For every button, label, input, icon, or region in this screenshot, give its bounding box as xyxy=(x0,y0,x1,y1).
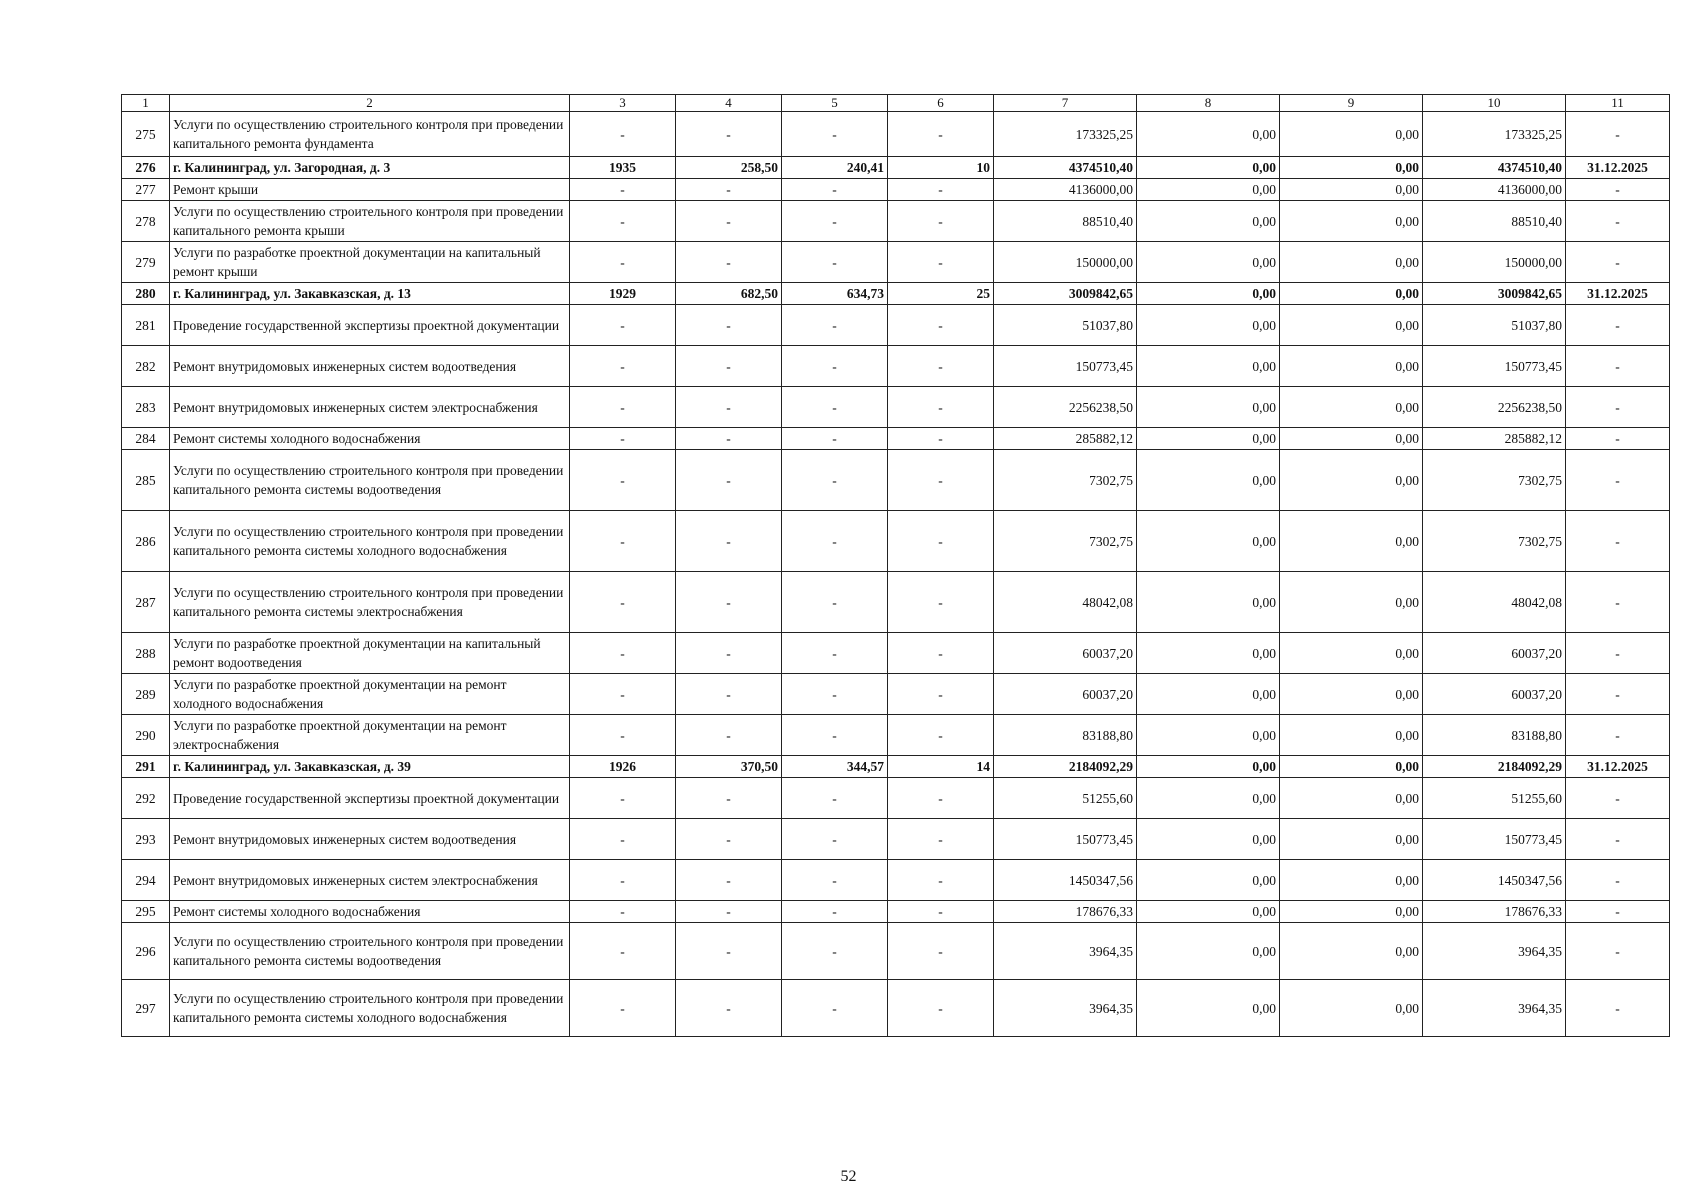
fund-cost: 0,00 xyxy=(1137,674,1280,715)
budget-cost: 0,00 xyxy=(1280,674,1423,715)
fund-cost: 0,00 xyxy=(1137,511,1280,572)
living-area: - xyxy=(782,179,888,201)
living-area: 634,73 xyxy=(782,283,888,305)
row-number: 278 xyxy=(122,201,170,242)
living-area: - xyxy=(782,674,888,715)
owner-cost: 51255,60 xyxy=(1423,778,1566,819)
fund-cost: 0,00 xyxy=(1137,201,1280,242)
deadline: - xyxy=(1566,923,1670,980)
residents-count: - xyxy=(888,511,994,572)
fund-cost: 0,00 xyxy=(1137,112,1280,157)
table-row xyxy=(122,778,1670,819)
total-area: - xyxy=(676,305,782,346)
total-area: - xyxy=(676,980,782,1037)
owner-cost: 48042,08 xyxy=(1423,572,1566,633)
table-row xyxy=(122,756,1670,778)
residents-count: - xyxy=(888,201,994,242)
year-built: - xyxy=(570,201,676,242)
year-built: - xyxy=(570,450,676,511)
total-area: - xyxy=(676,428,782,450)
deadline: - xyxy=(1566,715,1670,756)
total-cost: 150000,00 xyxy=(994,242,1137,283)
row-number: 295 xyxy=(122,901,170,923)
residents-count: - xyxy=(888,179,994,201)
table-row xyxy=(122,860,1670,901)
work-description: г. Калининград, ул. Загородная, д. 3 xyxy=(170,157,570,179)
total-cost: 2184092,29 xyxy=(994,756,1137,778)
work-description: Услуги по осуществлению строительного контроля при проведении капитального ремонта фундамента xyxy=(170,112,570,157)
owner-cost: 3964,35 xyxy=(1423,923,1566,980)
row-number: 286 xyxy=(122,511,170,572)
table-row xyxy=(122,715,1670,756)
living-area: - xyxy=(782,572,888,633)
residents-count: - xyxy=(888,633,994,674)
row-number: 296 xyxy=(122,923,170,980)
fund-cost: 0,00 xyxy=(1137,179,1280,201)
deadline: - xyxy=(1566,201,1670,242)
total-area: 370,50 xyxy=(676,756,782,778)
budget-cost: 0,00 xyxy=(1280,633,1423,674)
deadline: - xyxy=(1566,674,1670,715)
total-area: - xyxy=(676,860,782,901)
row-number: 281 xyxy=(122,305,170,346)
living-area: - xyxy=(782,450,888,511)
owner-cost: 7302,75 xyxy=(1423,511,1566,572)
deadline: - xyxy=(1566,450,1670,511)
budget-cost: 0,00 xyxy=(1280,428,1423,450)
row-number: 288 xyxy=(122,633,170,674)
year-built: - xyxy=(570,715,676,756)
residents-count: - xyxy=(888,112,994,157)
residents-count: - xyxy=(888,819,994,860)
owner-cost: 4136000,00 xyxy=(1423,179,1566,201)
total-area: - xyxy=(676,901,782,923)
owner-cost: 150773,45 xyxy=(1423,346,1566,387)
owner-cost: 2256238,50 xyxy=(1423,387,1566,428)
table-row xyxy=(122,179,1670,201)
year-built: - xyxy=(570,980,676,1037)
deadline: 31.12.2025 xyxy=(1566,283,1670,305)
owner-cost: 150000,00 xyxy=(1423,242,1566,283)
total-area: - xyxy=(676,201,782,242)
budget-cost: 0,00 xyxy=(1280,756,1423,778)
work-description: Услуги по осуществлению строительного контроля при проведении капитального ремонта системы электроснабжения xyxy=(170,572,570,633)
row-number: 297 xyxy=(122,980,170,1037)
fund-cost: 0,00 xyxy=(1137,387,1280,428)
column-number: 8 xyxy=(1137,95,1280,112)
residents-count: - xyxy=(888,778,994,819)
fund-cost: 0,00 xyxy=(1137,283,1280,305)
living-area: - xyxy=(782,242,888,283)
column-number: 4 xyxy=(676,95,782,112)
living-area: - xyxy=(782,305,888,346)
table-row xyxy=(122,511,1670,572)
table-row xyxy=(122,980,1670,1037)
living-area: 344,57 xyxy=(782,756,888,778)
owner-cost: 60037,20 xyxy=(1423,633,1566,674)
total-area: - xyxy=(676,778,782,819)
column-number: 5 xyxy=(782,95,888,112)
year-built: - xyxy=(570,112,676,157)
budget-cost: 0,00 xyxy=(1280,778,1423,819)
table-row xyxy=(122,305,1670,346)
residents-count: 25 xyxy=(888,283,994,305)
total-area: - xyxy=(676,715,782,756)
column-number: 7 xyxy=(994,95,1137,112)
table-row xyxy=(122,112,1670,157)
fund-cost: 0,00 xyxy=(1137,901,1280,923)
row-number: 294 xyxy=(122,860,170,901)
owner-cost: 3009842,65 xyxy=(1423,283,1566,305)
fund-cost: 0,00 xyxy=(1137,923,1280,980)
fund-cost: 0,00 xyxy=(1137,242,1280,283)
living-area: - xyxy=(782,633,888,674)
deadline: - xyxy=(1566,305,1670,346)
total-cost: 4136000,00 xyxy=(994,179,1137,201)
total-area: - xyxy=(676,450,782,511)
column-number: 1 xyxy=(122,95,170,112)
total-area: - xyxy=(676,819,782,860)
year-built: 1935 xyxy=(570,157,676,179)
work-description: Услуги по осуществлению строительного контроля при проведении капитального ремонта системы водоотведения xyxy=(170,450,570,511)
total-area: - xyxy=(676,179,782,201)
row-number: 275 xyxy=(122,112,170,157)
year-built: - xyxy=(570,428,676,450)
deadline: - xyxy=(1566,387,1670,428)
year-built: - xyxy=(570,572,676,633)
year-built: - xyxy=(570,179,676,201)
total-cost: 150773,45 xyxy=(994,819,1137,860)
year-built: - xyxy=(570,511,676,572)
deadline: - xyxy=(1566,572,1670,633)
year-built: - xyxy=(570,346,676,387)
total-cost: 60037,20 xyxy=(994,633,1137,674)
deadline: - xyxy=(1566,242,1670,283)
work-description: Услуги по осуществлению строительного контроля при проведении капитального ремонта системы водоотведения xyxy=(170,923,570,980)
budget-cost: 0,00 xyxy=(1280,572,1423,633)
budget-cost: 0,00 xyxy=(1280,201,1423,242)
total-cost: 285882,12 xyxy=(994,428,1137,450)
total-cost: 7302,75 xyxy=(994,450,1137,511)
residents-count: - xyxy=(888,715,994,756)
living-area: - xyxy=(782,980,888,1037)
row-number: 290 xyxy=(122,715,170,756)
year-built: - xyxy=(570,923,676,980)
table-row xyxy=(122,428,1670,450)
residents-count: - xyxy=(888,572,994,633)
owner-cost: 3964,35 xyxy=(1423,980,1566,1037)
residents-count: - xyxy=(888,923,994,980)
column-number: 6 xyxy=(888,95,994,112)
deadline: - xyxy=(1566,112,1670,157)
page-number: 52 xyxy=(840,1168,857,1185)
table-row xyxy=(122,387,1670,428)
work-description: г. Калининград, ул. Закавказская, д. 39 xyxy=(170,756,570,778)
owner-cost: 83188,80 xyxy=(1423,715,1566,756)
table-row xyxy=(122,923,1670,980)
total-cost: 7302,75 xyxy=(994,511,1137,572)
budget-cost: 0,00 xyxy=(1280,860,1423,901)
deadline: - xyxy=(1566,980,1670,1037)
residents-count: - xyxy=(888,346,994,387)
table-row xyxy=(122,674,1670,715)
year-built: - xyxy=(570,633,676,674)
living-area: - xyxy=(782,901,888,923)
table-row xyxy=(122,242,1670,283)
work-description: Проведение государственной экспертизы проектной документации xyxy=(170,778,570,819)
budget-cost: 0,00 xyxy=(1280,157,1423,179)
budget-cost: 0,00 xyxy=(1280,387,1423,428)
work-description: Услуги по разработке проектной документации на капитальный ремонт крыши xyxy=(170,242,570,283)
total-area: - xyxy=(676,511,782,572)
work-description: Ремонт внутридомовых инженерных систем электроснабжения xyxy=(170,387,570,428)
total-area: - xyxy=(676,112,782,157)
year-built: 1926 xyxy=(570,756,676,778)
owner-cost: 173325,25 xyxy=(1423,112,1566,157)
year-built: - xyxy=(570,674,676,715)
budget-cost: 0,00 xyxy=(1280,819,1423,860)
deadline: - xyxy=(1566,778,1670,819)
deadline: - xyxy=(1566,179,1670,201)
budget-cost: 0,00 xyxy=(1280,980,1423,1037)
total-cost: 3964,35 xyxy=(994,980,1137,1037)
total-cost: 173325,25 xyxy=(994,112,1137,157)
total-cost: 48042,08 xyxy=(994,572,1137,633)
table-row xyxy=(122,633,1670,674)
total-area: - xyxy=(676,242,782,283)
total-area: - xyxy=(676,923,782,980)
total-area: 258,50 xyxy=(676,157,782,179)
living-area: - xyxy=(782,112,888,157)
total-area: 682,50 xyxy=(676,283,782,305)
row-number: 291 xyxy=(122,756,170,778)
row-number: 289 xyxy=(122,674,170,715)
year-built: - xyxy=(570,778,676,819)
row-number: 284 xyxy=(122,428,170,450)
total-cost: 150773,45 xyxy=(994,346,1137,387)
fund-cost: 0,00 xyxy=(1137,980,1280,1037)
total-cost: 3009842,65 xyxy=(994,283,1137,305)
fund-cost: 0,00 xyxy=(1137,778,1280,819)
living-area: - xyxy=(782,778,888,819)
budget-cost: 0,00 xyxy=(1280,305,1423,346)
work-description: Ремонт внутридомовых инженерных систем водоотведения xyxy=(170,819,570,860)
owner-cost: 7302,75 xyxy=(1423,450,1566,511)
column-number: 10 xyxy=(1423,95,1566,112)
year-built: - xyxy=(570,819,676,860)
fund-cost: 0,00 xyxy=(1137,819,1280,860)
work-description: Услуги по разработке проектной документации на капитальный ремонт водоотведения xyxy=(170,633,570,674)
total-cost: 51255,60 xyxy=(994,778,1137,819)
residents-count: - xyxy=(888,860,994,901)
column-number: 11 xyxy=(1566,95,1670,112)
deadline: - xyxy=(1566,633,1670,674)
deadline: - xyxy=(1566,428,1670,450)
fund-cost: 0,00 xyxy=(1137,428,1280,450)
total-cost: 4374510,40 xyxy=(994,157,1137,179)
fund-cost: 0,00 xyxy=(1137,305,1280,346)
table-row xyxy=(122,901,1670,923)
living-area: - xyxy=(782,511,888,572)
column-number: 2 xyxy=(170,95,570,112)
year-built: - xyxy=(570,901,676,923)
work-description: Ремонт системы холодного водоснабжения xyxy=(170,428,570,450)
living-area: - xyxy=(782,860,888,901)
residents-count: - xyxy=(888,305,994,346)
work-description: Услуги по осуществлению строительного контроля при проведении капитального ремонта системы холодного водоснабжения xyxy=(170,980,570,1037)
total-area: - xyxy=(676,387,782,428)
row-number: 285 xyxy=(122,450,170,511)
row-number: 279 xyxy=(122,242,170,283)
total-cost: 60037,20 xyxy=(994,674,1137,715)
work-description: Ремонт системы холодного водоснабжения xyxy=(170,901,570,923)
year-built: - xyxy=(570,305,676,346)
row-number: 283 xyxy=(122,387,170,428)
budget-cost: 0,00 xyxy=(1280,715,1423,756)
owner-cost: 178676,33 xyxy=(1423,901,1566,923)
column-number-row xyxy=(122,95,1670,112)
residents-count: - xyxy=(888,428,994,450)
deadline: - xyxy=(1566,901,1670,923)
work-description: Ремонт внутридомовых инженерных систем электроснабжения xyxy=(170,860,570,901)
budget-cost: 0,00 xyxy=(1280,283,1423,305)
living-area: - xyxy=(782,428,888,450)
residents-count: - xyxy=(888,450,994,511)
work-description: Услуги по разработке проектной документации на ремонт холодного водоснабжения xyxy=(170,674,570,715)
fund-cost: 0,00 xyxy=(1137,715,1280,756)
total-cost: 83188,80 xyxy=(994,715,1137,756)
table-row xyxy=(122,572,1670,633)
fund-cost: 0,00 xyxy=(1137,572,1280,633)
table-row xyxy=(122,450,1670,511)
residents-count: - xyxy=(888,980,994,1037)
living-area: - xyxy=(782,715,888,756)
residents-count: - xyxy=(888,901,994,923)
budget-cost: 0,00 xyxy=(1280,242,1423,283)
table-row xyxy=(122,283,1670,305)
fund-cost: 0,00 xyxy=(1137,860,1280,901)
deadline: 31.12.2025 xyxy=(1566,756,1670,778)
residents-count: 14 xyxy=(888,756,994,778)
row-number: 276 xyxy=(122,157,170,179)
row-number: 277 xyxy=(122,179,170,201)
fund-cost: 0,00 xyxy=(1137,633,1280,674)
deadline: - xyxy=(1566,860,1670,901)
budget-cost: 0,00 xyxy=(1280,923,1423,980)
total-cost: 3964,35 xyxy=(994,923,1137,980)
budget-cost: 0,00 xyxy=(1280,346,1423,387)
owner-cost: 2184092,29 xyxy=(1423,756,1566,778)
row-number: 280 xyxy=(122,283,170,305)
year-built: - xyxy=(570,387,676,428)
total-cost: 88510,40 xyxy=(994,201,1137,242)
year-built: 1929 xyxy=(570,283,676,305)
owner-cost: 88510,40 xyxy=(1423,201,1566,242)
work-description: Ремонт крыши xyxy=(170,179,570,201)
living-area: - xyxy=(782,819,888,860)
total-cost: 51037,80 xyxy=(994,305,1137,346)
row-number: 287 xyxy=(122,572,170,633)
fund-cost: 0,00 xyxy=(1137,157,1280,179)
budget-cost: 0,00 xyxy=(1280,112,1423,157)
residents-count: - xyxy=(888,387,994,428)
column-number: 3 xyxy=(570,95,676,112)
works-table xyxy=(121,94,1670,1037)
total-area: - xyxy=(676,346,782,387)
total-area: - xyxy=(676,572,782,633)
owner-cost: 1450347,56 xyxy=(1423,860,1566,901)
residents-count: - xyxy=(888,242,994,283)
work-description: Проведение государственной экспертизы проектной документации xyxy=(170,305,570,346)
owner-cost: 60037,20 xyxy=(1423,674,1566,715)
owner-cost: 4374510,40 xyxy=(1423,157,1566,179)
row-number: 292 xyxy=(122,778,170,819)
work-description: Услуги по осуществлению строительного контроля при проведении капитального ремонта крыши xyxy=(170,201,570,242)
fund-cost: 0,00 xyxy=(1137,756,1280,778)
deadline: 31.12.2025 xyxy=(1566,157,1670,179)
total-area: - xyxy=(676,674,782,715)
deadline: - xyxy=(1566,346,1670,387)
budget-cost: 0,00 xyxy=(1280,901,1423,923)
living-area: 240,41 xyxy=(782,157,888,179)
total-cost: 2256238,50 xyxy=(994,387,1137,428)
work-description: Услуги по разработке проектной документации на ремонт электроснабжения xyxy=(170,715,570,756)
work-description: Услуги по осуществлению строительного контроля при проведении капитального ремонта системы холодного водоснабжения xyxy=(170,511,570,572)
budget-cost: 0,00 xyxy=(1280,450,1423,511)
living-area: - xyxy=(782,201,888,242)
row-number: 282 xyxy=(122,346,170,387)
deadline: - xyxy=(1566,819,1670,860)
table-row xyxy=(122,346,1670,387)
deadline: - xyxy=(1566,511,1670,572)
living-area: - xyxy=(782,387,888,428)
owner-cost: 285882,12 xyxy=(1423,428,1566,450)
table-row xyxy=(122,819,1670,860)
fund-cost: 0,00 xyxy=(1137,450,1280,511)
budget-cost: 0,00 xyxy=(1280,511,1423,572)
residents-count: - xyxy=(888,674,994,715)
total-cost: 178676,33 xyxy=(994,901,1137,923)
total-cost: 1450347,56 xyxy=(994,860,1137,901)
work-description: г. Калининград, ул. Закавказская, д. 13 xyxy=(170,283,570,305)
living-area: - xyxy=(782,923,888,980)
owner-cost: 150773,45 xyxy=(1423,819,1566,860)
year-built: - xyxy=(570,242,676,283)
work-description: Ремонт внутридомовых инженерных систем водоотведения xyxy=(170,346,570,387)
living-area: - xyxy=(782,346,888,387)
fund-cost: 0,00 xyxy=(1137,346,1280,387)
row-number: 293 xyxy=(122,819,170,860)
residents-count: 10 xyxy=(888,157,994,179)
budget-cost: 0,00 xyxy=(1280,179,1423,201)
year-built: - xyxy=(570,860,676,901)
table-row xyxy=(122,201,1670,242)
column-number: 9 xyxy=(1280,95,1423,112)
total-area: - xyxy=(676,633,782,674)
table-row xyxy=(122,157,1670,179)
owner-cost: 51037,80 xyxy=(1423,305,1566,346)
